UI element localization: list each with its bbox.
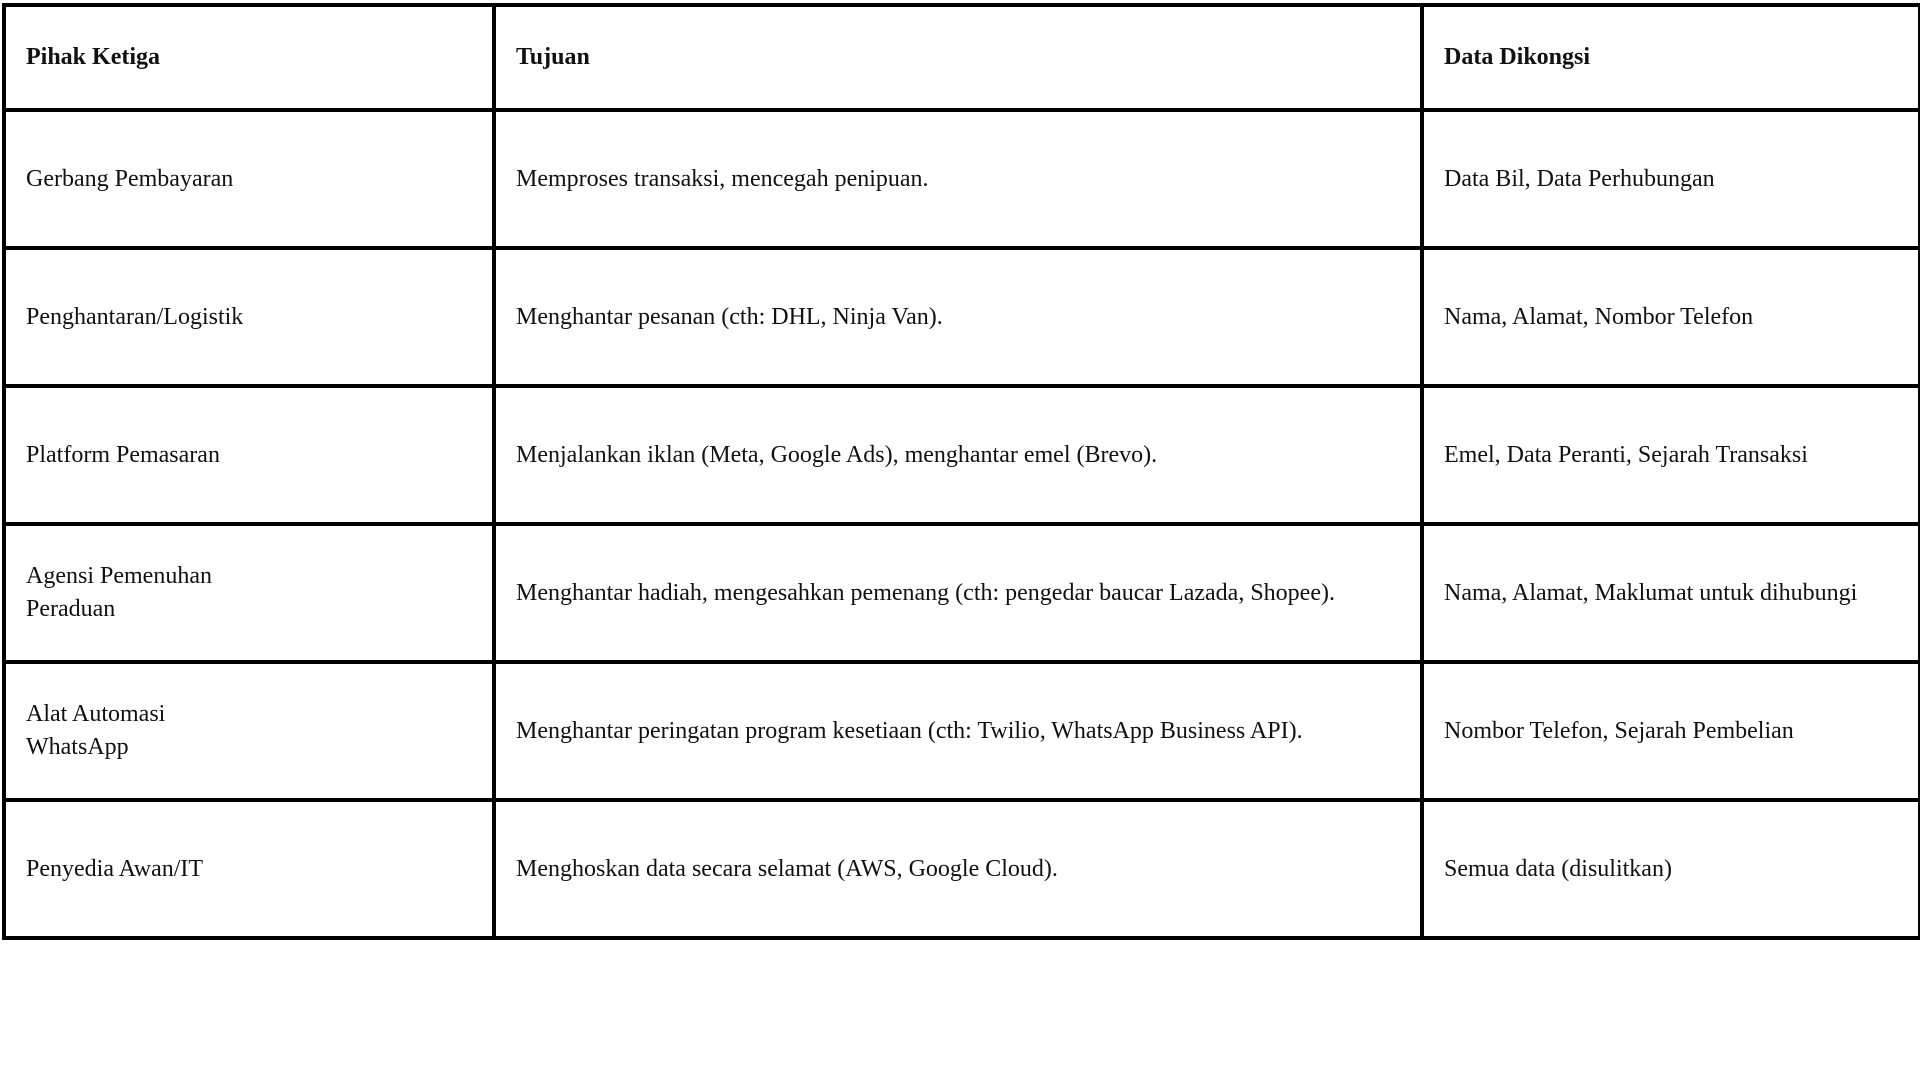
cell-third-party [4, 524, 494, 662]
cell-line: Peraduan [26, 596, 116, 622]
cell-purpose: Menghantar hadiah, mengesahkan pemenang (cth: pengedar baucar Lazada, Shopee). [494, 524, 1422, 662]
table-row [4, 662, 1920, 800]
cell-line: Alat Automasi [26, 701, 166, 727]
cell-line: Agensi Pemenuhan [26, 563, 212, 589]
cell-purpose: Menghoskan data secara selamat (AWS, Google Cloud). [494, 800, 1422, 938]
cell-data-shared: Emel, Data Peranti, Sejarah Transaksi [1422, 386, 1920, 524]
cell-line: WhatsApp [26, 734, 129, 760]
cell-third-party: Penghantaran/Logistik [4, 248, 494, 386]
cell-data-shared: Semua data (disulitkan) [1422, 800, 1920, 938]
header-purpose: Tujuan [494, 5, 1422, 110]
table-row [4, 800, 1920, 938]
cell-data-shared: Nama, Alamat, Maklumat untuk dihubungi [1422, 524, 1920, 662]
cell-purpose: Menghantar pesanan (cth: DHL, Ninja Van). [494, 248, 1422, 386]
cell-third-party: Penyedia Awan/IT [4, 800, 494, 938]
table-row [4, 110, 1920, 248]
cell-third-party: Platform Pemasaran [4, 386, 494, 524]
table-header-row [4, 5, 1920, 110]
cell-purpose: Menjalankan iklan (Meta, Google Ads), menghantar emel (Brevo). [494, 386, 1422, 524]
cell-third-party [4, 662, 494, 800]
table-row [4, 248, 1920, 386]
header-data-shared: Data Dikongsi [1422, 5, 1920, 110]
cell-purpose: Menghantar peringatan program kesetiaan (cth: Twilio, WhatsApp Business API). [494, 662, 1422, 800]
cell-third-party: Gerbang Pembayaran [4, 110, 494, 248]
cell-data-shared: Nama, Alamat, Nombor Telefon [1422, 248, 1920, 386]
header-third-party: Pihak Ketiga [4, 5, 494, 110]
third-party-sharing-table [2, 3, 1920, 940]
table-row [4, 386, 1920, 524]
cell-purpose: Memproses transaksi, mencegah penipuan. [494, 110, 1422, 248]
cell-data-shared: Nombor Telefon, Sejarah Pembelian [1422, 662, 1920, 800]
table-row [4, 524, 1920, 662]
cell-data-shared: Data Bil, Data Perhubungan [1422, 110, 1920, 248]
